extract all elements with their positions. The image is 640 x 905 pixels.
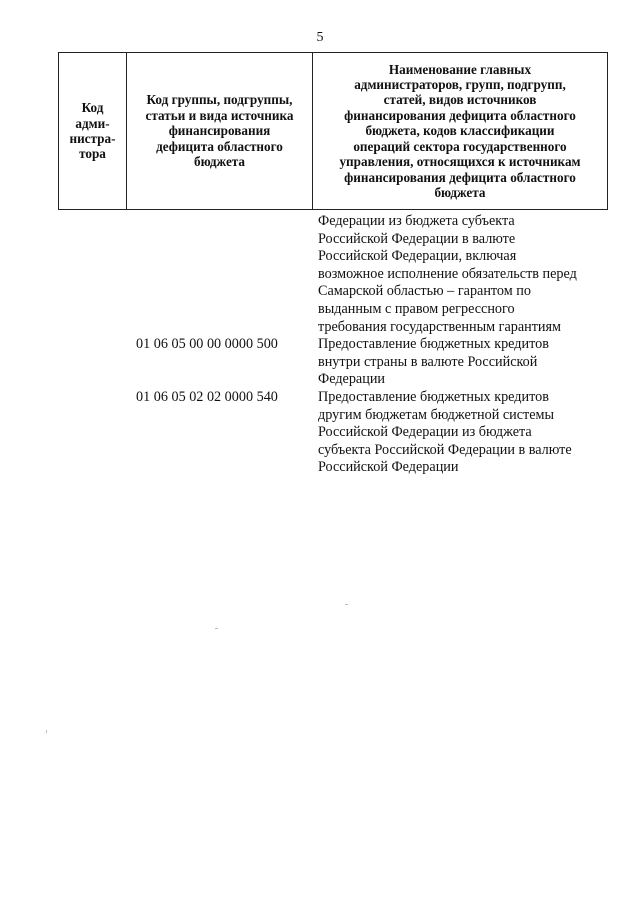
row-code: 01 06 05 02 02 0000 540 [136,388,278,405]
row-code: 01 06 05 00 00 0000 500 [136,336,278,353]
page-number: 5 [316,30,324,45]
scan-speck [345,604,348,605]
table-row [58,389,608,477]
scan-speck [215,628,218,629]
row-name: Предоставление бюджетных кредитов другим бюджетам бюджетной системы Российской Федерации из бюджета субъекта Российской Федерации в валюте Российской Федерации [318,388,572,476]
header-source-code: Код группы, подгруппы, статьи и вида источника финансирования дефицита областного бюджета [127,53,313,209]
row-name: Федерации из бюджета субъекта Российской Федерации в валюте Российской Федерации, включая возможное исполнение обязательств перед Самарской областью – гарантом по выданным с правом регрессного требования государственным гарантиям [318,213,577,335]
table-body [58,213,608,477]
row-name: Предоставление бюджетных кредитов внутри страны в валюте Российской Федерации [318,336,549,388]
table-header [58,52,608,210]
header-admin-code: Код адми- нистра- тора [59,53,127,209]
header-name: Наименование главных администраторов, групп, подгрупп, статей, видов источников финансирования дефицита областного бюджета, кодов классификации операций сектора государственного управления, относящихся к источникам финансирования дефицита областного бюджета [339,61,581,200]
table-row [58,336,608,389]
scan-speck [46,730,47,733]
row-code [58,213,312,336]
table-row [58,213,608,336]
